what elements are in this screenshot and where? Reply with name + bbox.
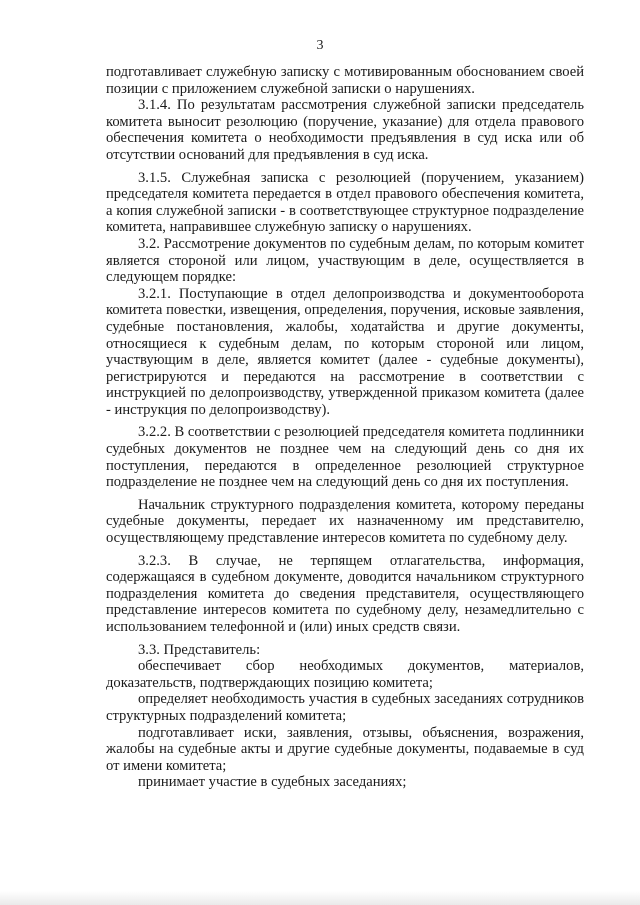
paragraph-3-1-5: 3.1.5. Служебная записка с резолюцией (поручением, указанием) председателя комитета передается в отдел правового обеспечения комитета, а копия служебной записки - в соответствующее структурное подразделение комитета, направившее служебную записку о нарушениях. bbox=[106, 169, 584, 236]
scan-bottom-edge bbox=[0, 891, 640, 905]
paragraph-3-2-2: 3.2.2. В соответствии с резолюцией председателя комитета подлинники судебных документов не позднее чем на следующий день со дня их поступления, передаются в определенное резолюцией структурное подразделение не позднее чем на следующий день со дня их поступления. bbox=[106, 424, 584, 491]
list-item: обеспечивает сбор необходимых документов, материалов, доказательств, подтверждающих позицию комитета; bbox=[106, 658, 584, 691]
paragraph-3-1-4: 3.1.4. По результатам рассмотрения служебной записки председатель комитета выносит резолюцию (поручение, указание) для отдела правового обеспечения комитета о необходимости предъявления в суд иска или об отсутствии оснований для предъявления в суд иска. bbox=[106, 97, 584, 163]
page-number: 3 bbox=[316, 38, 324, 53]
list-item: принимает участие в судебных заседаниях; bbox=[138, 774, 407, 791]
document-body bbox=[106, 64, 584, 791]
paragraph-continuation: подготавливает служебную записку с мотивированным обоснованием своей позиции с приложением служебной записки о нарушениях. bbox=[106, 64, 584, 97]
paragraph-3-2-1: 3.2.1. Поступающие в отдел делопроизводства и документооборота комитета повестки, извещения, определения, поручения, исковые заявления, судебные постановления, жалобы, ходатайства и другие документы, относящиеся к судебным делам, по которым стороной или лицом, участвующим в деле, является комитет (далее - судебные документы), регистрируются и передаются на рассмотрение в соответствии с инструкцией по делопроизводству, утвержденной приказом комитета (далее - инструкция по делопроизводству). bbox=[106, 285, 584, 418]
paragraph-department-head: Начальник структурного подразделения комитета, которому переданы судебные документы, передает их назначенному им представителю, осуществляющему представление интересов комитета по судебному делу. bbox=[106, 496, 584, 547]
paragraph-3-2-3: 3.2.3. В случае, не терпящем отлагательства, информация, содержащаяся в судебном документе, доводится начальником структурного подразделения комитета до сведения представителя, осуществляющего представление интересов комитета по судебному делу, незамедлительно с использованием телефонной и (или) иных средств связи. bbox=[106, 552, 584, 635]
list-item: определяет необходимость участия в судебных заседаниях сотрудников структурных подразделений комитета; bbox=[106, 691, 584, 724]
list-item: подготавливает иски, заявления, отзывы, объяснения, возражения, жалобы на судебные акты и другие судебные документы, подаваемые в суд от имени комитета; bbox=[106, 724, 584, 774]
paragraph-3-2: 3.2. Рассмотрение документов по судебным делам, по которым комитет является стороной или лицом, участвующим в деле, осуществляется в следующем порядке: bbox=[106, 235, 584, 286]
paragraph-3-3-heading: 3.3. Представитель: bbox=[138, 641, 261, 658]
